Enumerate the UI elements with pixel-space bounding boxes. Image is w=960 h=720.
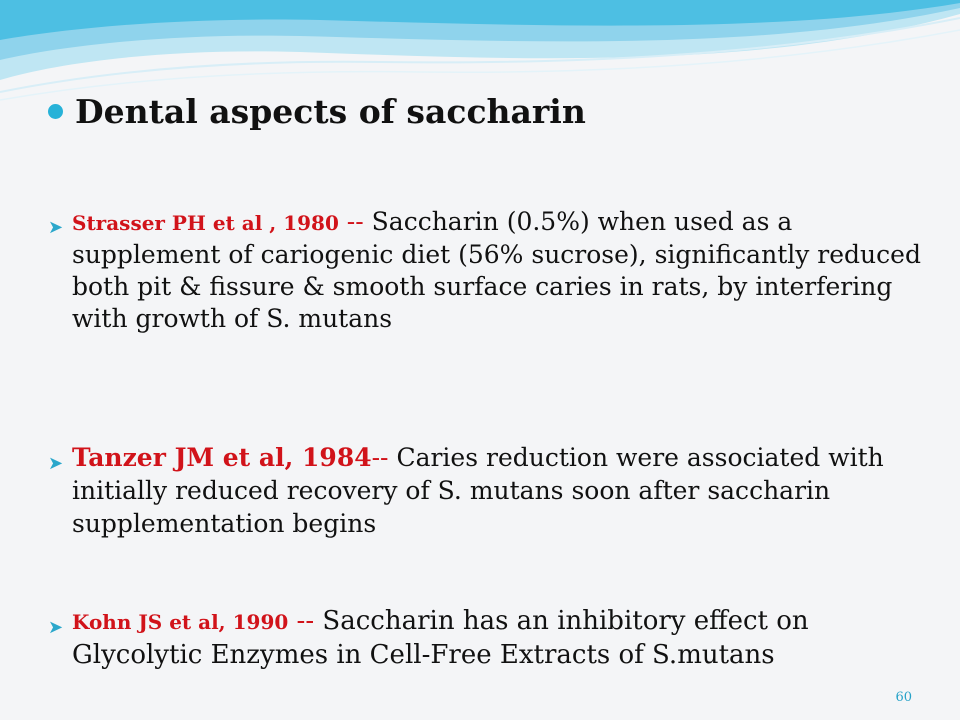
reference-text: Saccharin (0.5%) when used as a supplement of cariogenic diet (56% sucrose), significantly reduced both pit & fissure & smooth surface caries in rats, by interfering with growth of S. mutans	[72, 207, 921, 333]
reference-author: Kohn JS et al, 1990	[72, 610, 289, 634]
reference-separator: --	[371, 443, 397, 472]
page-number: 60	[895, 690, 912, 705]
bullet-dot-icon	[48, 104, 63, 119]
slide-heading	[48, 92, 586, 131]
reference-item-1	[48, 206, 928, 335]
reference-author: Tanzer JM et al, 1984	[72, 443, 372, 472]
reference-item-2	[48, 441, 928, 540]
arrow-right-icon: ➤	[48, 617, 64, 638]
arrow-right-icon: ➤	[48, 217, 64, 238]
heading-text: Dental aspects of saccharin	[75, 92, 586, 131]
reference-separator: --	[338, 207, 372, 236]
reference-text: Saccharin has an inhibitory effect on Glycolytic Enzymes in Cell-Free Extracts of S.mutans	[72, 606, 809, 670]
reference-text: Caries reduction were associated with initially reduced recovery of S. mutans soon after saccharin supplementation begins	[72, 443, 884, 538]
arrow-right-icon: ➤	[48, 453, 64, 474]
reference-separator: --	[288, 606, 323, 636]
reference-item-3	[48, 605, 928, 672]
reference-author: Strasser PH et al , 1980	[72, 211, 339, 235]
